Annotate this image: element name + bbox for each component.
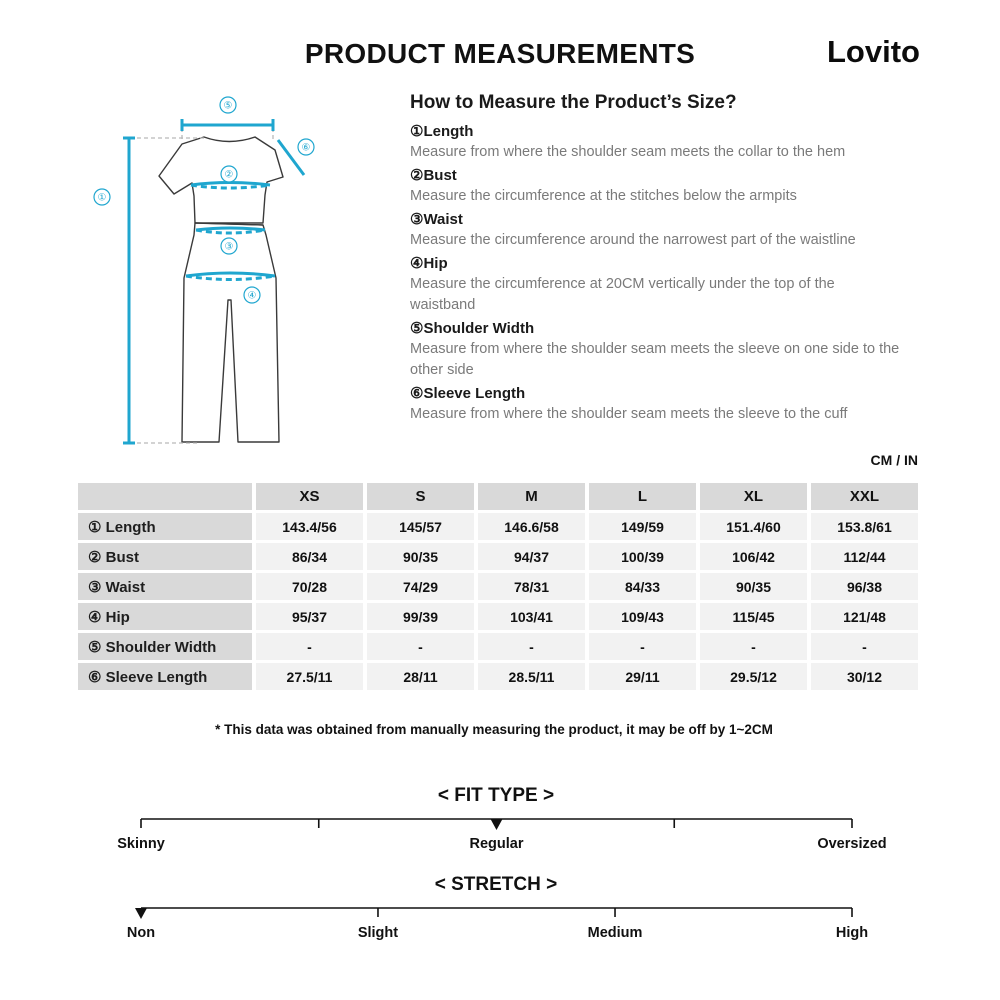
guide-item-desc: Measure the circumference at 20CM vertically under the top of the waistband (410, 276, 835, 313)
jumpsuit-measurement-figure (80, 90, 330, 460)
stretch-pointer-icon (135, 908, 147, 919)
marker-length: ① (97, 192, 107, 204)
stretch-title: < STRETCH > (434, 874, 558, 895)
table-cell: 149/59 (589, 513, 696, 540)
size-table (74, 480, 922, 693)
table-cell: 95/37 (256, 603, 363, 630)
table-cell: 30/12 (811, 663, 918, 690)
brand-logo: Lovito (827, 34, 920, 69)
table-cell: - (811, 633, 918, 660)
row-label: ⑥ Sleeve Length (78, 663, 252, 690)
guide-item-name: ④Hip (410, 255, 448, 272)
table-cell: 86/34 (256, 543, 363, 570)
stretch-scale (0, 899, 1000, 959)
table-cell: 94/37 (478, 543, 585, 570)
size-header: S (367, 483, 474, 510)
guide-item-waist (410, 209, 940, 251)
table-cell: 103/41 (478, 603, 585, 630)
table-cell: 153.8/61 (811, 513, 918, 540)
table-header-row (78, 483, 918, 510)
fit-type-title: < FIT TYPE > (437, 785, 555, 806)
table-row (78, 603, 918, 630)
fit-label-skinny: Skinny (117, 836, 165, 852)
guide-item-desc: Measure the circumference at the stitches below the armpits (410, 188, 797, 204)
measurement-note: * This data was obtained from manually measuring the product, it may be off by 1~2CM (215, 722, 773, 737)
size-header: XS (256, 483, 363, 510)
size-header: XL (700, 483, 807, 510)
table-cell: - (589, 633, 696, 660)
table-row (78, 663, 918, 690)
table-corner (78, 483, 252, 510)
guide-item-desc: Measure from where the shoulder seam meets the sleeve to the cuff (410, 406, 848, 422)
page-title: PRODUCT MEASUREMENTS (304, 38, 696, 69)
fit-type-scale (0, 810, 1000, 870)
table-cell: 146.6/58 (478, 513, 585, 540)
guide-item-name: ⑤Shoulder Width (410, 320, 535, 337)
table-cell: 143.4/56 (256, 513, 363, 540)
stretch-label-medium: Medium (587, 925, 643, 941)
measure-guide (410, 92, 940, 427)
stretch-label-slight: Slight (357, 925, 399, 941)
stretch-label-non: Non (126, 925, 156, 941)
guide-item-name: ③Waist (410, 211, 463, 228)
marker-sleeve: ⑥ (301, 142, 311, 154)
table-cell: 96/38 (811, 573, 918, 600)
size-header: L (589, 483, 696, 510)
marker-hip: ④ (247, 290, 257, 302)
fit-label-regular: Regular (469, 836, 524, 852)
table-cell: - (367, 633, 474, 660)
marker-shoulder: ⑤ (223, 100, 233, 112)
table-cell: 84/33 (589, 573, 696, 600)
guide-item-name: ②Bust (410, 167, 457, 184)
table-row (78, 513, 918, 540)
table-cell: 115/45 (700, 603, 807, 630)
table-cell: 109/43 (589, 603, 696, 630)
row-label: ① Length (78, 513, 252, 540)
fit-label-oversized: Oversized (817, 836, 887, 852)
marker-bust: ② (224, 169, 234, 181)
guide-item-length (410, 121, 940, 163)
row-label: ③ Waist (78, 573, 252, 600)
table-cell: 145/57 (367, 513, 474, 540)
row-label: ② Bust (78, 543, 252, 570)
guide-item-shoulder (410, 318, 940, 381)
guide-item-desc: Measure from where the shoulder seam meets the sleeve on one side to the other side (410, 341, 900, 378)
guide-item-desc: Measure from where the shoulder seam meets the collar to the hem (410, 144, 846, 160)
stretch-label-high: High (835, 925, 869, 941)
table-cell: 27.5/11 (256, 663, 363, 690)
guide-item-sleeve (410, 383, 940, 425)
guide-heading: How to Measure the Product’s Size? (410, 92, 737, 113)
unit-label: CM / IN (870, 452, 918, 468)
guide-item-name: ①Length (410, 123, 474, 140)
table-cell: 99/39 (367, 603, 474, 630)
table-cell: 121/48 (811, 603, 918, 630)
row-label: ④ Hip (78, 603, 252, 630)
row-label: ⑤ Shoulder Width (78, 633, 252, 660)
guide-item-hip (410, 253, 940, 316)
table-row (78, 633, 918, 660)
marker-waist: ③ (224, 241, 234, 253)
table-cell: 78/31 (478, 573, 585, 600)
fit-type-track (0, 810, 1000, 832)
guide-item-desc: Measure the circumference around the narrowest part of the waistline (410, 232, 856, 248)
table-cell: 29/11 (589, 663, 696, 690)
size-header: M (478, 483, 585, 510)
table-cell: 90/35 (700, 573, 807, 600)
table-row (78, 543, 918, 570)
table-cell: 151.4/60 (700, 513, 807, 540)
table-cell: 90/35 (367, 543, 474, 570)
table-cell: 74/29 (367, 573, 474, 600)
table-cell: - (256, 633, 363, 660)
table-cell: - (700, 633, 807, 660)
guide-item-bust (410, 165, 940, 207)
table-cell: 106/42 (700, 543, 807, 570)
table-cell: - (478, 633, 585, 660)
table-cell: 28.5/11 (478, 663, 585, 690)
fit-type-pointer-icon (491, 819, 503, 830)
guide-item-name: ⑥Sleeve Length (410, 385, 526, 402)
stretch-track (0, 899, 1000, 921)
table-cell: 28/11 (367, 663, 474, 690)
table-cell: 29.5/12 (700, 663, 807, 690)
table-cell: 70/28 (256, 573, 363, 600)
table-cell: 100/39 (589, 543, 696, 570)
table-cell: 112/44 (811, 543, 918, 570)
table-row (78, 573, 918, 600)
size-header: XXL (811, 483, 918, 510)
